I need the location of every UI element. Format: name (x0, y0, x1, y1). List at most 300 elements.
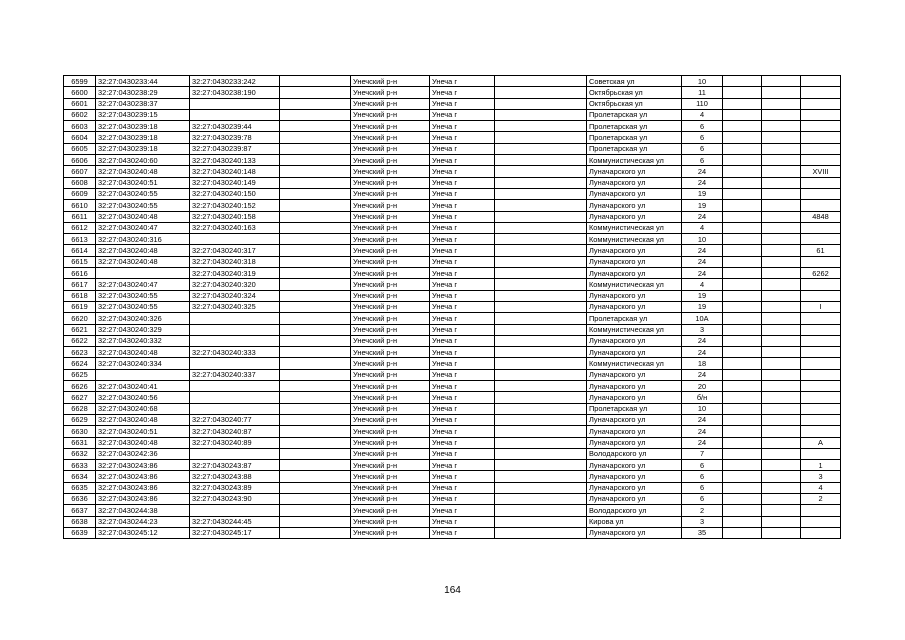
cell-row-number: 6612 (64, 222, 96, 233)
cell-apartment (801, 426, 841, 437)
cell-street: Луначарского ул (587, 166, 682, 177)
cell-blank-col (280, 369, 351, 380)
cell-street: Пролетарская ул (587, 403, 682, 414)
cell-blank-col-4 (762, 245, 801, 256)
cell-city: Унеча г (430, 200, 495, 211)
cell-house-number: 24 (682, 211, 723, 222)
cell-apartment (801, 505, 841, 516)
cell-blank-col-3 (723, 87, 762, 98)
registry-table (63, 75, 841, 539)
cell-blank-col-4 (762, 188, 801, 199)
cell-blank-col-4 (762, 369, 801, 380)
cell-object-cadastral-number (190, 403, 280, 414)
cell-street: Луначарского ул (587, 335, 682, 346)
cell-blank-col-3 (723, 437, 762, 448)
cell-blank-col-2 (495, 222, 587, 233)
cell-blank-col-3 (723, 505, 762, 516)
cell-city: Унеча г (430, 177, 495, 188)
cell-row-number: 6633 (64, 460, 96, 471)
cell-cadastral-number: 32:27:0430240:326 (96, 313, 190, 324)
cell-blank-col (280, 482, 351, 493)
cell-blank-col-2 (495, 290, 587, 301)
cell-blank-col (280, 121, 351, 132)
cell-city: Унеча г (430, 87, 495, 98)
cell-street: Пролетарская ул (587, 132, 682, 143)
cell-blank-col-4 (762, 347, 801, 358)
cell-blank-col-4 (762, 493, 801, 504)
cell-district: Унечский р-н (351, 471, 430, 482)
cell-blank-col (280, 188, 351, 199)
cell-blank-col-2 (495, 460, 587, 471)
cell-object-cadastral-number: 32:27:0430240:89 (190, 437, 280, 448)
cell-blank-col-3 (723, 369, 762, 380)
cell-district: Унечский р-н (351, 426, 430, 437)
table-row (64, 268, 841, 279)
cell-city: Унеча г (430, 166, 495, 177)
cell-blank-col-3 (723, 76, 762, 87)
cell-cadastral-number: 32:27:0430243:86 (96, 493, 190, 504)
cell-house-number: 20 (682, 381, 723, 392)
cell-street: Луначарского ул (587, 471, 682, 482)
cell-city: Унеча г (430, 211, 495, 222)
cell-house-number: 6 (682, 493, 723, 504)
cell-row-number: 6623 (64, 347, 96, 358)
cell-blank-col-2 (495, 516, 587, 527)
table-row (64, 200, 841, 211)
cell-cadastral-number: 32:27:0430239:18 (96, 132, 190, 143)
cell-street: Луначарского ул (587, 301, 682, 312)
cell-city: Унеча г (430, 403, 495, 414)
cell-city: Унеча г (430, 188, 495, 199)
cell-row-number: 6637 (64, 505, 96, 516)
cell-blank-col-2 (495, 188, 587, 199)
cell-cadastral-number: 32:27:0430240:316 (96, 234, 190, 245)
cell-district: Унечский р-н (351, 516, 430, 527)
cell-blank-col-2 (495, 426, 587, 437)
cell-blank-col-2 (495, 132, 587, 143)
cell-street: Коммунистическая ул (587, 222, 682, 233)
cell-street: Луначарского ул (587, 256, 682, 267)
cell-district: Унечский р-н (351, 188, 430, 199)
cell-blank-col (280, 335, 351, 346)
cell-row-number: 6624 (64, 358, 96, 369)
cell-apartment (801, 369, 841, 380)
cell-row-number: 6616 (64, 268, 96, 279)
cell-blank-col-3 (723, 188, 762, 199)
cell-district: Унечский р-н (351, 143, 430, 154)
cell-cadastral-number: 32:27:0430243:86 (96, 460, 190, 471)
cell-cadastral-number: 32:27:0430240:334 (96, 358, 190, 369)
cell-blank-col-4 (762, 290, 801, 301)
cell-blank-col-4 (762, 166, 801, 177)
cell-street: Пролетарская ул (587, 313, 682, 324)
cell-blank-col-3 (723, 426, 762, 437)
cell-city: Унеча г (430, 121, 495, 132)
cell-blank-col (280, 460, 351, 471)
cell-cadastral-number: 32:27:0430240:41 (96, 381, 190, 392)
cell-district: Унечский р-н (351, 200, 430, 211)
cell-blank-col-4 (762, 200, 801, 211)
cell-street: Октябрьская ул (587, 87, 682, 98)
cell-blank-col-3 (723, 392, 762, 403)
cell-cadastral-number: 32:27:0430244:38 (96, 505, 190, 516)
cell-cadastral-number: 32:27:0430240:55 (96, 200, 190, 211)
cell-house-number: 19 (682, 188, 723, 199)
cell-house-number: 24 (682, 256, 723, 267)
cell-blank-col-3 (723, 335, 762, 346)
cell-blank-col-4 (762, 211, 801, 222)
table-row (64, 426, 841, 437)
cell-house-number: 10 (682, 234, 723, 245)
table-row (64, 234, 841, 245)
cell-blank-col-2 (495, 98, 587, 109)
cell-cadastral-number: 32:27:0430240:55 (96, 301, 190, 312)
cell-street: Луначарского ул (587, 482, 682, 493)
cell-house-number: 10 (682, 76, 723, 87)
cell-blank-col (280, 166, 351, 177)
cell-blank-col-2 (495, 335, 587, 346)
cell-district: Унечский р-н (351, 166, 430, 177)
cell-street: Луначарского ул (587, 493, 682, 504)
cell-blank-col-4 (762, 234, 801, 245)
cell-house-number: 10 (682, 403, 723, 414)
cell-object-cadastral-number: 32:27:0430240:319 (190, 268, 280, 279)
cell-cadastral-number: 32:27:0430240:55 (96, 290, 190, 301)
table-row (64, 155, 841, 166)
cell-blank-col-2 (495, 234, 587, 245)
cell-blank-col-4 (762, 471, 801, 482)
cell-street: Луначарского ул (587, 177, 682, 188)
cell-row-number: 6614 (64, 245, 96, 256)
cell-blank-col (280, 403, 351, 414)
cell-blank-col-2 (495, 256, 587, 267)
cell-row-number: 6609 (64, 188, 96, 199)
cell-district: Унечский р-н (351, 324, 430, 335)
cell-district: Унечский р-н (351, 358, 430, 369)
cell-city: Унеча г (430, 109, 495, 120)
cell-city: Унеча г (430, 335, 495, 346)
table-row (64, 493, 841, 504)
cell-blank-col-3 (723, 121, 762, 132)
cell-object-cadastral-number (190, 381, 280, 392)
cell-house-number: 11 (682, 87, 723, 98)
cell-row-number: 6619 (64, 301, 96, 312)
cell-apartment (801, 222, 841, 233)
cell-cadastral-number: 32:27:0430239:18 (96, 143, 190, 154)
cell-row-number: 6602 (64, 109, 96, 120)
cell-blank-col (280, 200, 351, 211)
cell-cadastral-number: 32:27:0430240:48 (96, 245, 190, 256)
cell-apartment (801, 335, 841, 346)
cell-cadastral-number: 32:27:0430240:51 (96, 177, 190, 188)
cell-cadastral-number (96, 369, 190, 380)
cell-blank-col (280, 234, 351, 245)
cell-apartment: 3 (801, 471, 841, 482)
cell-row-number: 6603 (64, 121, 96, 132)
table-row (64, 392, 841, 403)
cell-street: Луначарского ул (587, 347, 682, 358)
cell-blank-col-2 (495, 279, 587, 290)
cell-object-cadastral-number: 32:27:0430233:242 (190, 76, 280, 87)
cell-blank-col-3 (723, 245, 762, 256)
cell-street: Советская ул (587, 76, 682, 87)
cell-object-cadastral-number: 32:27:0430239:87 (190, 143, 280, 154)
cell-blank-col (280, 177, 351, 188)
cell-city: Унеча г (430, 369, 495, 380)
cell-cadastral-number: 32:27:0430238:37 (96, 98, 190, 109)
cell-blank-col-2 (495, 381, 587, 392)
cell-house-number: 4 (682, 222, 723, 233)
cell-apartment: I (801, 301, 841, 312)
cell-blank-col-2 (495, 369, 587, 380)
cell-house-number: 18 (682, 358, 723, 369)
table-row (64, 222, 841, 233)
cell-object-cadastral-number: 32:27:0430243:89 (190, 482, 280, 493)
cell-object-cadastral-number: 32:27:0430240:337 (190, 369, 280, 380)
cell-blank-col-2 (495, 403, 587, 414)
cell-object-cadastral-number: 32:27:0430240:152 (190, 200, 280, 211)
cell-object-cadastral-number (190, 448, 280, 459)
cell-house-number: 110 (682, 98, 723, 109)
cell-row-number: 6604 (64, 132, 96, 143)
cell-blank-col-3 (723, 324, 762, 335)
cell-apartment (801, 256, 841, 267)
cell-district: Унечский р-н (351, 403, 430, 414)
cell-blank-col (280, 324, 351, 335)
cell-blank-col-4 (762, 505, 801, 516)
cell-district: Унечский р-н (351, 482, 430, 493)
cell-city: Унеча г (430, 268, 495, 279)
cell-row-number: 6618 (64, 290, 96, 301)
cell-object-cadastral-number (190, 392, 280, 403)
cell-blank-col (280, 268, 351, 279)
cell-house-number: 6 (682, 482, 723, 493)
cell-object-cadastral-number: 32:27:0430240:133 (190, 155, 280, 166)
table-row (64, 471, 841, 482)
cell-city: Унеча г (430, 155, 495, 166)
cell-row-number: 6621 (64, 324, 96, 335)
cell-blank-col-3 (723, 527, 762, 538)
cell-house-number: 4 (682, 279, 723, 290)
cell-city: Унеча г (430, 313, 495, 324)
cell-blank-col (280, 471, 351, 482)
table-row (64, 188, 841, 199)
cell-district: Унечский р-н (351, 121, 430, 132)
table-row (64, 290, 841, 301)
cell-city: Унеча г (430, 324, 495, 335)
cell-blank-col (280, 358, 351, 369)
cell-blank-col (280, 87, 351, 98)
cell-apartment (801, 358, 841, 369)
table-row (64, 76, 841, 87)
cell-cadastral-number: 32:27:0430240:68 (96, 403, 190, 414)
cell-house-number: 24 (682, 245, 723, 256)
cell-cadastral-number: 32:27:0430245:12 (96, 527, 190, 538)
cell-blank-col (280, 347, 351, 358)
cell-cadastral-number: 32:27:0430240:48 (96, 211, 190, 222)
table-row (64, 347, 841, 358)
cell-object-cadastral-number (190, 109, 280, 120)
cell-district: Унечский р-н (351, 301, 430, 312)
page-number: 164 (444, 585, 461, 596)
cell-apartment (801, 516, 841, 527)
table-row (64, 335, 841, 346)
cell-cadastral-number: 32:27:0430240:47 (96, 279, 190, 290)
cell-blank-col-4 (762, 448, 801, 459)
table-row (64, 460, 841, 471)
cell-row-number: 6613 (64, 234, 96, 245)
cell-blank-col-4 (762, 516, 801, 527)
cell-blank-col-3 (723, 166, 762, 177)
table-row (64, 403, 841, 414)
cell-house-number: 24 (682, 437, 723, 448)
cell-blank-col-3 (723, 109, 762, 120)
cell-object-cadastral-number: 32:27:0430240:149 (190, 177, 280, 188)
cell-cadastral-number: 32:27:0430239:18 (96, 121, 190, 132)
cell-blank-col-2 (495, 414, 587, 425)
cell-street: Луначарского ул (587, 460, 682, 471)
table-row (64, 324, 841, 335)
cell-street: Луначарского ул (587, 268, 682, 279)
cell-house-number: 7 (682, 448, 723, 459)
cell-blank-col (280, 245, 351, 256)
cell-cadastral-number: 32:27:0430244:23 (96, 516, 190, 527)
cell-house-number: 2 (682, 505, 723, 516)
cell-cadastral-number: 32:27:0430243:86 (96, 471, 190, 482)
cell-blank-col-4 (762, 381, 801, 392)
table-row (64, 448, 841, 459)
cell-city: Унеча г (430, 98, 495, 109)
cell-house-number: 19 (682, 200, 723, 211)
cell-city: Унеча г (430, 279, 495, 290)
cell-city: Унеча г (430, 516, 495, 527)
cell-city: Унеча г (430, 527, 495, 538)
cell-house-number: 35 (682, 527, 723, 538)
cell-district: Унечский р-н (351, 335, 430, 346)
cell-blank-col (280, 437, 351, 448)
cell-blank-col (280, 426, 351, 437)
cell-cadastral-number: 32:27:0430240:55 (96, 188, 190, 199)
cell-cadastral-number: 32:27:0430240:51 (96, 426, 190, 437)
cell-cadastral-number: 32:27:0430240:47 (96, 222, 190, 233)
cell-district: Унечский р-н (351, 493, 430, 504)
table-row (64, 279, 841, 290)
cell-cadastral-number: 32:27:0430238:29 (96, 87, 190, 98)
cell-house-number: 4 (682, 109, 723, 120)
cell-object-cadastral-number (190, 234, 280, 245)
cell-row-number: 6599 (64, 76, 96, 87)
cell-blank-col (280, 290, 351, 301)
cell-apartment (801, 527, 841, 538)
cell-blank-col-3 (723, 290, 762, 301)
cell-street: Октябрьская ул (587, 98, 682, 109)
cell-blank-col-2 (495, 301, 587, 312)
cell-blank-col-3 (723, 132, 762, 143)
cell-blank-col-3 (723, 200, 762, 211)
cell-object-cadastral-number (190, 324, 280, 335)
cell-blank-col-4 (762, 460, 801, 471)
cell-row-number: 6601 (64, 98, 96, 109)
cell-object-cadastral-number: 32:27:0430240:150 (190, 188, 280, 199)
cell-blank-col (280, 414, 351, 425)
cell-object-cadastral-number (190, 313, 280, 324)
cell-district: Унечский р-н (351, 381, 430, 392)
cell-apartment (801, 76, 841, 87)
cell-row-number: 6638 (64, 516, 96, 527)
cell-street: Кирова ул (587, 516, 682, 527)
cell-street: Пролетарская ул (587, 121, 682, 132)
cell-street: Луначарского ул (587, 437, 682, 448)
cell-street: Володарского ул (587, 448, 682, 459)
cell-apartment (801, 279, 841, 290)
cell-blank-col-4 (762, 143, 801, 154)
cell-street: Коммунистическая ул (587, 155, 682, 166)
cell-blank-col (280, 155, 351, 166)
cell-street: Коммунистическая ул (587, 324, 682, 335)
cell-row-number: 6622 (64, 335, 96, 346)
registry-table-body (64, 76, 841, 539)
cell-blank-col-2 (495, 268, 587, 279)
cell-blank-col-2 (495, 437, 587, 448)
cell-blank-col-3 (723, 177, 762, 188)
cell-blank-col-4 (762, 87, 801, 98)
cell-district: Унечский р-н (351, 392, 430, 403)
cell-house-number: 6 (682, 132, 723, 143)
cell-street: Луначарского ул (587, 527, 682, 538)
cell-blank-col-4 (762, 414, 801, 425)
cell-blank-col (280, 76, 351, 87)
cell-blank-col-3 (723, 471, 762, 482)
cell-blank-col-3 (723, 301, 762, 312)
cell-blank-col-2 (495, 505, 587, 516)
cell-district: Унечский р-н (351, 245, 430, 256)
cell-house-number: 6 (682, 143, 723, 154)
cell-blank-col-4 (762, 426, 801, 437)
cell-house-number: 3 (682, 324, 723, 335)
cell-apartment: XVIII (801, 166, 841, 177)
cell-row-number: 6627 (64, 392, 96, 403)
table-row (64, 87, 841, 98)
cell-apartment: 61 (801, 245, 841, 256)
cell-city: Унеча г (430, 132, 495, 143)
cell-row-number: 6600 (64, 87, 96, 98)
cell-house-number: б/н (682, 392, 723, 403)
cell-blank-col-2 (495, 324, 587, 335)
table-row (64, 245, 841, 256)
cell-blank-col-4 (762, 256, 801, 267)
cell-blank-col-3 (723, 493, 762, 504)
cell-row-number: 6630 (64, 426, 96, 437)
cell-cadastral-number: 32:27:0430240:56 (96, 392, 190, 403)
cell-street: Пролетарская ул (587, 109, 682, 120)
cell-cadastral-number: 32:27:0430240:60 (96, 155, 190, 166)
cell-cadastral-number: 32:27:0430242:36 (96, 448, 190, 459)
cell-cadastral-number (96, 268, 190, 279)
cell-blank-col (280, 448, 351, 459)
cell-city: Унеча г (430, 222, 495, 233)
table-row (64, 109, 841, 120)
cell-district: Унечский р-н (351, 109, 430, 120)
cell-row-number: 6607 (64, 166, 96, 177)
cell-object-cadastral-number: 32:27:0430240:325 (190, 301, 280, 312)
cell-apartment (801, 414, 841, 425)
cell-city: Унеча г (430, 437, 495, 448)
cell-district: Унечский р-н (351, 527, 430, 538)
cell-cadastral-number: 32:27:0430240:48 (96, 414, 190, 425)
cell-district: Унечский р-н (351, 98, 430, 109)
cell-city: Унеча г (430, 471, 495, 482)
cell-cadastral-number: 32:27:0430243:86 (96, 482, 190, 493)
